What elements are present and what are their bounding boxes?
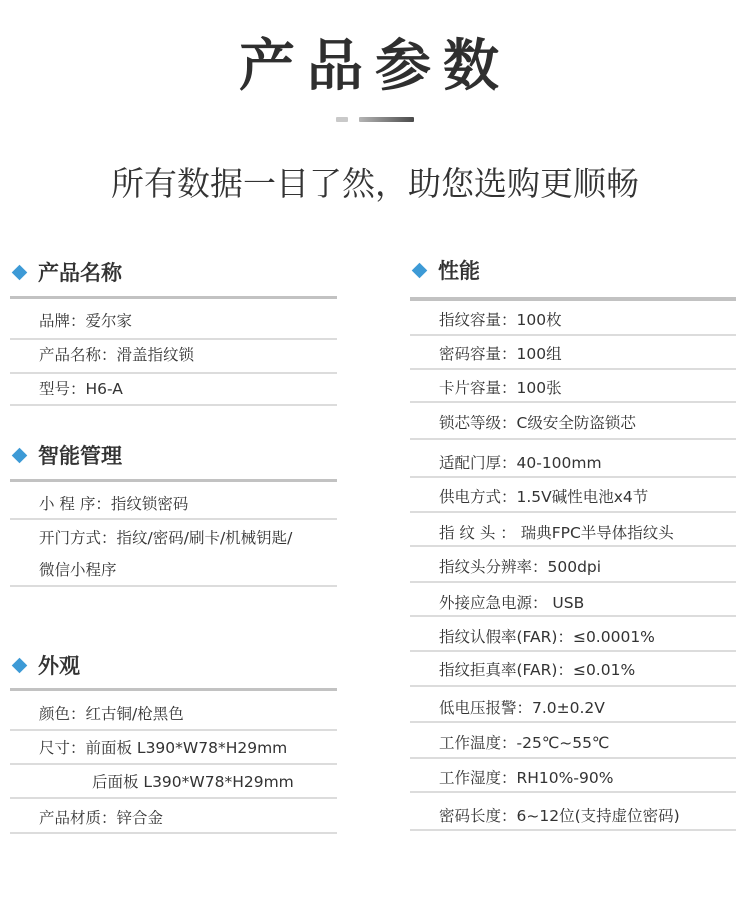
section-title: 智能管理 [38, 444, 122, 468]
diamond-bullet-icon [12, 448, 28, 464]
diamond-bullet-icon [12, 265, 28, 281]
page-title: 产品参数 [239, 34, 511, 99]
row-divider [410, 757, 736, 759]
row-divider [410, 511, 736, 513]
spec-text: 颜色：红古铜/枪黑色 [39, 705, 184, 723]
spec-text: 尺寸：前面板 L390*W78*H29mm [39, 739, 288, 757]
row-divider [410, 476, 736, 478]
diamond-bullet-icon [412, 263, 428, 279]
spec-text: 密码容量：100组 [439, 345, 562, 363]
section-divider [10, 688, 337, 691]
row-divider [410, 685, 736, 687]
spec-text: 指纹认假率(FAR)：≤0.0001% [439, 628, 655, 646]
row-divider [410, 581, 736, 583]
row-divider [10, 797, 337, 799]
row-divider [410, 368, 736, 370]
row-divider [410, 721, 736, 723]
row-divider [10, 338, 337, 340]
spec-text: 小 程 序：指纹锁密码 [39, 495, 189, 513]
spec-text: 适配门厚：40-100mm [439, 454, 602, 472]
diamond-bullet-icon [12, 658, 28, 674]
spec-text: 低电压报警：7.0±0.2V [439, 699, 605, 717]
spec-text: 型号：H6-A [39, 380, 123, 398]
section-header-performance [410, 253, 736, 289]
row-divider [410, 545, 736, 547]
section-header-product-name [10, 255, 337, 291]
spec-text: 品牌：爱尔家 [39, 312, 133, 330]
spec-text: 产品材质：锌合金 [39, 809, 164, 827]
title-decoration-short [336, 117, 348, 122]
section-title: 外观 [38, 654, 80, 678]
spec-text: 卡片容量：100张 [439, 379, 562, 397]
spec-text: 工作温度：-25℃~55℃ [439, 734, 610, 752]
section-divider [410, 297, 736, 301]
spec-text: 锁芯等级：C级安全防盗锁芯 [439, 414, 636, 432]
spec-text: 供电方式：1.5V碱性电池x4节 [439, 488, 649, 506]
row-divider [10, 729, 337, 731]
row-divider [410, 650, 736, 652]
spec-text: 指 纹 头 ： 瑞典FPC半导体指纹头 [439, 524, 674, 542]
spec-text: 产品名称：滑盖指纹锁 [39, 346, 195, 364]
spec-text: 开门方式：指纹/密码/刷卡/机械钥匙/ [39, 529, 293, 547]
row-divider [10, 832, 337, 834]
section-header-smart-management [10, 438, 337, 474]
row-divider [410, 615, 736, 617]
title-decoration-long [359, 117, 414, 122]
spec-text: 密码长度：6~12位(支持虚位密码) [439, 807, 680, 825]
spec-text: 工作湿度：RH10%-90% [439, 769, 614, 787]
page-subtitle: 所有数据一目了然，助您选购更顺畅 [111, 164, 639, 203]
row-divider [410, 829, 736, 831]
row-divider [410, 438, 736, 440]
spec-text: 后面板 L390*W78*H29mm [92, 773, 294, 791]
row-divider [410, 334, 736, 336]
row-divider [10, 585, 337, 587]
section-title: 产品名称 [38, 261, 122, 285]
section-divider [10, 479, 337, 482]
section-divider [10, 296, 337, 299]
section-title: 性能 [438, 259, 480, 283]
spec-text: 外接应急电源： USB [439, 594, 585, 612]
row-divider [410, 791, 736, 793]
spec-text: 微信小程序 [39, 561, 117, 579]
row-divider [10, 404, 337, 406]
section-header-appearance [10, 648, 337, 684]
row-divider [410, 401, 736, 403]
spec-text: 指纹容量：100枚 [439, 311, 562, 329]
row-divider [10, 372, 337, 374]
spec-text: 指纹头分辨率：500dpi [439, 558, 602, 576]
spec-text: 指纹拒真率(FAR)：≤0.01% [439, 661, 636, 679]
row-divider [10, 518, 337, 520]
row-divider [10, 763, 337, 765]
